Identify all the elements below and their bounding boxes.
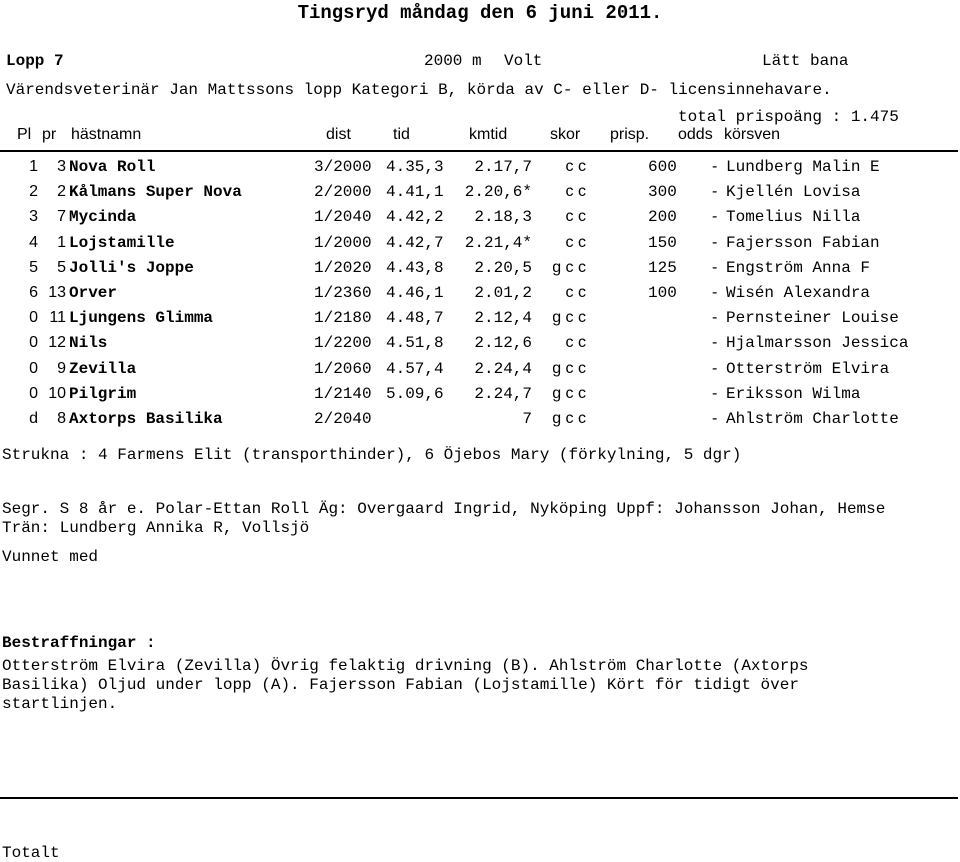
total-prize-points: total prispoäng : 1.475 — [678, 108, 899, 126]
cell-horse: Jolli's Joppe — [69, 258, 194, 277]
cell-pl: d — [29, 410, 38, 427]
cell-pl: 0 — [29, 309, 38, 327]
penalties-line2: Basilika) Oljud under lopp (A). Fajersson Fabian (Lojstamille) Kört för tidigt över — [2, 676, 799, 694]
cell-dash: - — [712, 334, 718, 352]
cell-pr: 5 — [57, 258, 66, 276]
cell-km: 2.20,5 — [474, 258, 532, 277]
result-row — [0, 334, 960, 359]
cell-time: 4.48,7 — [386, 309, 444, 328]
penalties-line1: Otterström Elvira (Zevilla) Övrig felaktig drivning (B). Ahlström Charlotte (Axtorps — [2, 657, 809, 675]
header-horse-name: hästnamn — [71, 126, 142, 143]
cell-pr: 9 — [57, 359, 66, 377]
cell-pl: 4 — [29, 233, 38, 251]
result-row — [0, 385, 960, 410]
cell-shoes: c c — [565, 183, 586, 201]
cell-dash: - — [712, 384, 718, 402]
cell-pl: 5 — [29, 258, 38, 276]
cell-dist: 1/2200 — [314, 334, 372, 353]
won-with: Vunnet med — [2, 548, 99, 566]
cell-dist: 1/2140 — [314, 384, 372, 403]
cell-pl: 0 — [29, 359, 38, 377]
result-row — [0, 360, 960, 385]
header-post-position: pr — [42, 126, 57, 143]
cell-shoes: g c c — [552, 309, 586, 327]
cell-pl: 3 — [29, 208, 38, 226]
cell-dist: 2/2000 — [314, 183, 372, 202]
footer-divider — [0, 797, 958, 799]
cell-horse: Lojstamille — [69, 233, 175, 252]
cell-km: 2.12,6 — [474, 334, 532, 353]
cell-km: 2.20,6* — [464, 183, 532, 202]
penalties-line3: startlinjen. — [2, 695, 118, 713]
cell-pr: 8 — [57, 410, 66, 427]
cell-km: 2.01,2 — [474, 284, 532, 302]
cell-horse: Orver — [69, 284, 118, 302]
cell-pr: 12 — [48, 334, 66, 352]
cell-pl: 2 — [29, 183, 38, 201]
result-row — [0, 183, 960, 208]
cell-prize: 100 — [648, 284, 677, 302]
cell-time: 4.46,1 — [386, 284, 444, 302]
cell-shoes: g c c — [552, 359, 586, 377]
cell-horse: Ljungens Glimma — [69, 309, 214, 328]
cell-prize: 150 — [648, 233, 677, 252]
cell-prize: 600 — [648, 158, 677, 176]
track-condition: Lätt bana — [762, 52, 849, 70]
cell-shoes: g c c — [552, 258, 586, 276]
cell-time: 4.35,3 — [386, 158, 444, 176]
cell-dash: - — [712, 258, 718, 276]
cell-dist: 2/2040 — [314, 410, 372, 428]
cell-time: 4.43,8 — [386, 258, 444, 277]
cell-horse: Axtorps Basilika — [69, 410, 223, 428]
cell-shoes: g c c — [552, 384, 586, 402]
cell-driver: Ahlström Charlotte — [726, 410, 899, 428]
result-row — [0, 208, 960, 233]
cell-shoes: c c — [565, 233, 586, 251]
cell-horse: Pilgrim — [69, 384, 137, 403]
cell-time: 4.42,2 — [386, 208, 444, 227]
race-distance: 2000 m — [424, 52, 482, 70]
cell-pr: 1 — [57, 233, 66, 251]
cell-driver: Wisén Alexandra — [726, 284, 871, 302]
header-shoes: skor — [550, 126, 581, 143]
cell-horse: Nova Roll — [69, 158, 156, 176]
cell-driver: Lundberg Malin E — [726, 158, 880, 176]
header-divider — [0, 150, 958, 152]
cell-dash: - — [712, 233, 718, 251]
cell-pr: 11 — [49, 309, 66, 327]
cell-km: 2.24,7 — [474, 384, 532, 403]
cell-pr: 10 — [48, 384, 66, 402]
penalties-heading: Bestraffningar : — [2, 634, 156, 652]
race-start-type: Volt — [504, 52, 543, 70]
cell-km: 7 — [522, 410, 532, 428]
winner-info-line1: Segr. S 8 år e. Polar-Ettan Roll Äg: Overgaard Ingrid, Nyköping Uppf: Johansson Johan, Hemse — [2, 500, 886, 518]
cell-driver: Engström Anna F — [726, 258, 871, 277]
cell-dash: - — [712, 410, 718, 427]
result-row — [0, 158, 960, 183]
cell-prize: 200 — [648, 208, 677, 227]
header-driver: körsven — [724, 126, 781, 143]
cell-km: 2.18,3 — [474, 208, 532, 227]
cell-driver: Kjellén Lovisa — [726, 183, 861, 202]
cell-driver: Tomelius Nilla — [726, 208, 861, 227]
winner-info-line2: Trän: Lundberg Annika R, Vollsjö — [2, 519, 310, 537]
cell-prize: 300 — [648, 183, 677, 202]
cell-km: 2.24,4 — [474, 359, 532, 378]
cell-shoes: g c c — [552, 410, 586, 427]
cell-pl: 0 — [29, 334, 38, 352]
total-label: Totalt — [2, 844, 60, 862]
result-row — [0, 284, 960, 309]
scratched-horses: Strukna : 4 Farmens Elit (transporthinder), 6 Öjebos Mary (förkylning, 5 dgr) — [2, 446, 742, 464]
cell-pl: 0 — [29, 384, 38, 402]
cell-pr: 2 — [57, 183, 66, 201]
result-row — [0, 234, 960, 259]
cell-time: 4.57,4 — [386, 359, 444, 378]
header-km-time: kmtid — [469, 126, 508, 143]
header-time: tid — [393, 126, 410, 143]
cell-dash: - — [712, 359, 718, 377]
cell-dash: - — [712, 158, 718, 175]
cell-shoes: c c — [565, 334, 586, 352]
cell-driver: Otterström Elvira — [726, 359, 890, 378]
cell-driver: Eriksson Wilma — [726, 384, 861, 403]
cell-shoes: c c — [565, 158, 586, 175]
cell-horse: Mycinda — [69, 208, 137, 227]
cell-dist: 1/2040 — [314, 208, 372, 227]
header-prize: prisp. — [610, 126, 650, 143]
cell-dist: 1/2060 — [314, 359, 372, 378]
result-row — [0, 410, 960, 435]
cell-pr: 3 — [57, 158, 66, 175]
cell-time: 4.42,7 — [386, 233, 444, 252]
race-description: Värendsveterinär Jan Mattssons lopp Kategori B, körda av C- eller D- licensinnehavare. — [6, 81, 832, 99]
cell-dash: - — [712, 208, 718, 226]
header-odds: odds — [678, 126, 713, 143]
cell-dist: 1/2000 — [314, 233, 372, 252]
cell-pl: 6 — [29, 284, 38, 301]
result-row — [0, 259, 960, 284]
cell-driver: Fajersson Fabian — [726, 233, 880, 252]
cell-km: 2.21,4* — [464, 233, 532, 252]
cell-pl: 1 — [29, 158, 38, 175]
cell-pr: 13 — [48, 284, 66, 301]
result-row — [0, 309, 960, 334]
cell-km: 2.17,7 — [474, 158, 532, 176]
cell-dist: 1/2360 — [314, 284, 372, 302]
cell-dist: 3/2000 — [314, 158, 372, 176]
cell-km: 2.12,4 — [474, 309, 532, 328]
race-label: Lopp 7 — [6, 52, 64, 70]
cell-time: 5.09,6 — [386, 384, 444, 403]
cell-dash: - — [712, 309, 718, 327]
cell-shoes: c c — [565, 208, 586, 226]
cell-horse: Zevilla — [69, 359, 137, 378]
cell-driver: Hjalmarsson Jessica — [726, 334, 909, 353]
cell-dash: - — [712, 183, 718, 201]
header-distance: dist — [326, 126, 351, 143]
cell-driver: Pernsteiner Louise — [726, 309, 899, 328]
page-title: Tingsryd måndag den 6 juni 2011. — [297, 2, 663, 24]
cell-horse: Nils — [69, 334, 108, 353]
cell-dist: 1/2020 — [314, 258, 372, 277]
cell-prize: 125 — [648, 258, 677, 277]
cell-dash: - — [712, 284, 718, 301]
cell-horse: Kålmans Super Nova — [69, 183, 242, 202]
header-placing: Pl — [17, 126, 32, 143]
cell-dist: 1/2180 — [314, 309, 372, 328]
cell-pr: 7 — [57, 208, 66, 226]
cell-time: 4.51,8 — [386, 334, 444, 353]
cell-time: 4.41,1 — [386, 183, 444, 202]
cell-shoes: c c — [565, 284, 586, 301]
